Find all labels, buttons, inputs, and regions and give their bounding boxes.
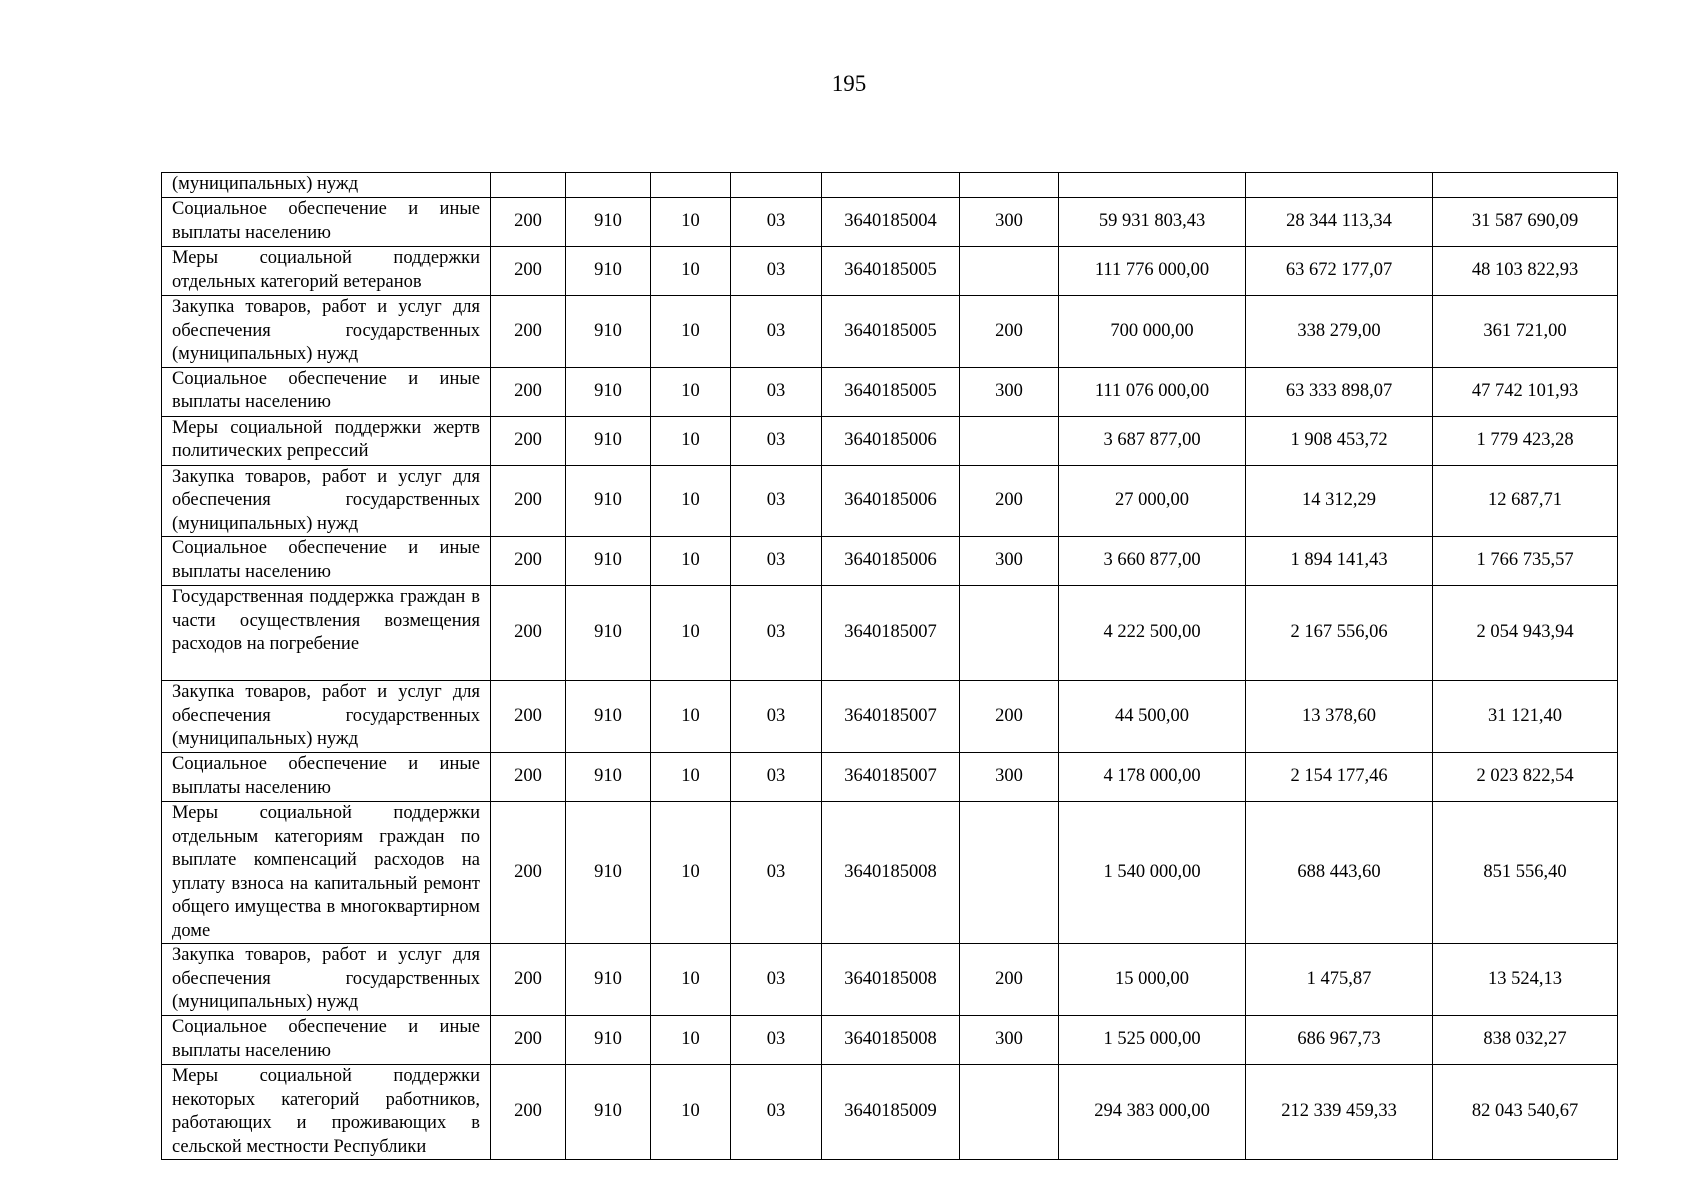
remainder-cell: 47 742 101,93: [1433, 367, 1618, 416]
target-article-cell: 3640185007: [822, 681, 960, 753]
expense-type-cell: [960, 173, 1059, 198]
grbs-cell: 200: [491, 416, 566, 465]
remainder-cell: 48 103 822,93: [1433, 247, 1618, 296]
podrazdel-cell: 03: [731, 296, 822, 368]
remainder-cell: 13 524,13: [1433, 944, 1618, 1016]
vedomstvo-cell: 910: [566, 1065, 651, 1160]
vedomstvo-cell: 910: [566, 465, 651, 537]
podrazdel-cell: [731, 173, 822, 198]
table-row: [162, 198, 1618, 247]
vedomstvo-cell: 910: [566, 416, 651, 465]
table-row: [162, 753, 1618, 802]
grbs-cell: 200: [491, 537, 566, 586]
row-name-cell: Социальное обеспечение и иные выплаты населению: [162, 537, 491, 586]
target-article-cell: 3640185008: [822, 944, 960, 1016]
planned-cell: 44 500,00: [1059, 681, 1246, 753]
executed-cell: 1 908 453,72: [1246, 416, 1433, 465]
row-name-cell: Меры социальной поддержки жертв политических репрессий: [162, 416, 491, 465]
expense-type-cell: [960, 416, 1059, 465]
table-row: [162, 1016, 1618, 1065]
podrazdel-cell: 03: [731, 1016, 822, 1065]
grbs-cell: 200: [491, 1016, 566, 1065]
grbs-cell: 200: [491, 753, 566, 802]
podrazdel-cell: 03: [731, 247, 822, 296]
grbs-cell: [491, 173, 566, 198]
target-article-cell: 3640185004: [822, 198, 960, 247]
row-name-cell: Закупка товаров, работ и услуг для обеспечения государственных (муниципальных) нужд: [162, 465, 491, 537]
expense-type-cell: [960, 247, 1059, 296]
podrazdel-cell: 03: [731, 1065, 822, 1160]
expense-type-cell: 300: [960, 367, 1059, 416]
executed-cell: 1 894 141,43: [1246, 537, 1433, 586]
planned-cell: 1 540 000,00: [1059, 802, 1246, 944]
razdel-cell: 10: [651, 367, 731, 416]
podrazdel-cell: 03: [731, 416, 822, 465]
razdel-cell: 10: [651, 247, 731, 296]
table-row: [162, 944, 1618, 1016]
target-article-cell: 3640185006: [822, 537, 960, 586]
vedomstvo-cell: 910: [566, 1016, 651, 1065]
podrazdel-cell: 03: [731, 465, 822, 537]
vedomstvo-cell: 910: [566, 247, 651, 296]
table-body: [162, 173, 1618, 1160]
podrazdel-cell: 03: [731, 681, 822, 753]
planned-cell: 4 178 000,00: [1059, 753, 1246, 802]
table-row: [162, 802, 1618, 944]
table-row: [162, 681, 1618, 753]
executed-cell: 688 443,60: [1246, 802, 1433, 944]
row-name-cell: Меры социальной поддержки отдельным категориям граждан по выплате компенсаций расходов на уплату взноса на капитальный ремонт общего имущества в многоквартирном доме: [162, 802, 491, 944]
executed-cell: 212 339 459,33: [1246, 1065, 1433, 1160]
podrazdel-cell: 03: [731, 537, 822, 586]
target-article-cell: 3640185007: [822, 586, 960, 681]
razdel-cell: 10: [651, 465, 731, 537]
grbs-cell: 200: [491, 1065, 566, 1160]
grbs-cell: 200: [491, 247, 566, 296]
grbs-cell: 200: [491, 296, 566, 368]
executed-cell: 2 167 556,06: [1246, 586, 1433, 681]
executed-cell: 686 967,73: [1246, 1016, 1433, 1065]
row-name-cell: Меры социальной поддержки некоторых категорий работников, работающих и проживающих в сельской местности Республики: [162, 1065, 491, 1160]
row-name-cell: Социальное обеспечение и иные выплаты населению: [162, 1016, 491, 1065]
remainder-cell: 82 043 540,67: [1433, 1065, 1618, 1160]
vedomstvo-cell: 910: [566, 944, 651, 1016]
grbs-cell: 200: [491, 802, 566, 944]
podrazdel-cell: 03: [731, 944, 822, 1016]
planned-cell: 700 000,00: [1059, 296, 1246, 368]
expense-type-cell: 300: [960, 198, 1059, 247]
executed-cell: 13 378,60: [1246, 681, 1433, 753]
target-article-cell: 3640185008: [822, 1016, 960, 1065]
grbs-cell: 200: [491, 586, 566, 681]
grbs-cell: 200: [491, 944, 566, 1016]
target-article-cell: 3640185005: [822, 367, 960, 416]
vedomstvo-cell: 910: [566, 367, 651, 416]
remainder-cell: 361 721,00: [1433, 296, 1618, 368]
target-article-cell: 3640185005: [822, 247, 960, 296]
table-row: [162, 537, 1618, 586]
executed-cell: 1 475,87: [1246, 944, 1433, 1016]
row-name-cell: Социальное обеспечение и иные выплаты населению: [162, 367, 491, 416]
planned-cell: 1 525 000,00: [1059, 1016, 1246, 1065]
remainder-cell: [1433, 173, 1618, 198]
planned-cell: 59 931 803,43: [1059, 198, 1246, 247]
razdel-cell: 10: [651, 944, 731, 1016]
target-article-cell: 3640185007: [822, 753, 960, 802]
podrazdel-cell: 03: [731, 802, 822, 944]
vedomstvo-cell: 910: [566, 537, 651, 586]
podrazdel-cell: 03: [731, 367, 822, 416]
grbs-cell: 200: [491, 198, 566, 247]
vedomstvo-cell: 910: [566, 198, 651, 247]
table-row: [162, 1065, 1618, 1160]
remainder-cell: 2 023 822,54: [1433, 753, 1618, 802]
table-row: [162, 586, 1618, 681]
expense-type-cell: 200: [960, 465, 1059, 537]
target-article-cell: 3640185009: [822, 1065, 960, 1160]
podrazdel-cell: 03: [731, 753, 822, 802]
target-article-cell: 3640185008: [822, 802, 960, 944]
remainder-cell: 838 032,27: [1433, 1016, 1618, 1065]
row-name-cell: Социальное обеспечение и иные выплаты населению: [162, 198, 491, 247]
row-name-cell: Закупка товаров, работ и услуг для обеспечения государственных (муниципальных) нужд: [162, 944, 491, 1016]
row-name-cell: Закупка товаров, работ и услуг для обеспечения государственных (муниципальных) нужд: [162, 681, 491, 753]
executed-cell: 63 672 177,07: [1246, 247, 1433, 296]
vedomstvo-cell: 910: [566, 753, 651, 802]
target-article-cell: 3640185005: [822, 296, 960, 368]
remainder-cell: 12 687,71: [1433, 465, 1618, 537]
expense-type-cell: 300: [960, 1016, 1059, 1065]
remainder-cell: 2 054 943,94: [1433, 586, 1618, 681]
executed-cell: 2 154 177,46: [1246, 753, 1433, 802]
remainder-cell: 851 556,40: [1433, 802, 1618, 944]
budget-table: [161, 172, 1618, 1160]
planned-cell: 4 222 500,00: [1059, 586, 1246, 681]
expense-type-cell: 200: [960, 944, 1059, 1016]
planned-cell: 111 076 000,00: [1059, 367, 1246, 416]
planned-cell: [1059, 173, 1246, 198]
razdel-cell: 10: [651, 681, 731, 753]
row-name-cell: Государственная поддержка граждан в части осуществления возмещения расходов на погребение: [162, 586, 491, 681]
executed-cell: 14 312,29: [1246, 465, 1433, 537]
row-name-cell: Закупка товаров, работ и услуг для обеспечения государственных (муниципальных) нужд: [162, 296, 491, 368]
vedomstvo-cell: 910: [566, 681, 651, 753]
planned-cell: 15 000,00: [1059, 944, 1246, 1016]
grbs-cell: 200: [491, 367, 566, 416]
razdel-cell: 10: [651, 802, 731, 944]
table-row: [162, 173, 1618, 198]
remainder-cell: 31 121,40: [1433, 681, 1618, 753]
razdel-cell: 10: [651, 416, 731, 465]
expense-type-cell: [960, 586, 1059, 681]
table-row: [162, 465, 1618, 537]
target-article-cell: [822, 173, 960, 198]
table-row: [162, 367, 1618, 416]
expense-type-cell: 200: [960, 296, 1059, 368]
executed-cell: [1246, 173, 1433, 198]
razdel-cell: 10: [651, 1016, 731, 1065]
executed-cell: 28 344 113,34: [1246, 198, 1433, 247]
podrazdel-cell: 03: [731, 586, 822, 681]
planned-cell: 294 383 000,00: [1059, 1065, 1246, 1160]
razdel-cell: 10: [651, 753, 731, 802]
grbs-cell: 200: [491, 681, 566, 753]
grbs-cell: 200: [491, 465, 566, 537]
executed-cell: 338 279,00: [1246, 296, 1433, 368]
vedomstvo-cell: [566, 173, 651, 198]
planned-cell: 3 687 877,00: [1059, 416, 1246, 465]
podrazdel-cell: 03: [731, 198, 822, 247]
page-number: 195: [831, 71, 867, 96]
executed-cell: 63 333 898,07: [1246, 367, 1433, 416]
expense-type-cell: [960, 802, 1059, 944]
expense-type-cell: 300: [960, 753, 1059, 802]
razdel-cell: 10: [651, 296, 731, 368]
table-row: [162, 247, 1618, 296]
target-article-cell: 3640185006: [822, 416, 960, 465]
razdel-cell: 10: [651, 586, 731, 681]
expense-type-cell: 300: [960, 537, 1059, 586]
vedomstvo-cell: 910: [566, 586, 651, 681]
row-name-cell: Меры социальной поддержки отдельных категорий ветеранов: [162, 247, 491, 296]
planned-cell: 27 000,00: [1059, 465, 1246, 537]
remainder-cell: 1 766 735,57: [1433, 537, 1618, 586]
remainder-cell: 1 779 423,28: [1433, 416, 1618, 465]
table-row: [162, 296, 1618, 368]
expense-type-cell: 200: [960, 681, 1059, 753]
row-name-cell: Социальное обеспечение и иные выплаты населению: [162, 753, 491, 802]
razdel-cell: 10: [651, 198, 731, 247]
target-article-cell: 3640185006: [822, 465, 960, 537]
razdel-cell: 10: [651, 537, 731, 586]
remainder-cell: 31 587 690,09: [1433, 198, 1618, 247]
row-name-cell: (муниципальных) нужд: [162, 173, 491, 198]
razdel-cell: [651, 173, 731, 198]
vedomstvo-cell: 910: [566, 296, 651, 368]
expense-type-cell: [960, 1065, 1059, 1160]
vedomstvo-cell: 910: [566, 802, 651, 944]
planned-cell: 3 660 877,00: [1059, 537, 1246, 586]
planned-cell: 111 776 000,00: [1059, 247, 1246, 296]
razdel-cell: 10: [651, 1065, 731, 1160]
table-row: [162, 416, 1618, 465]
